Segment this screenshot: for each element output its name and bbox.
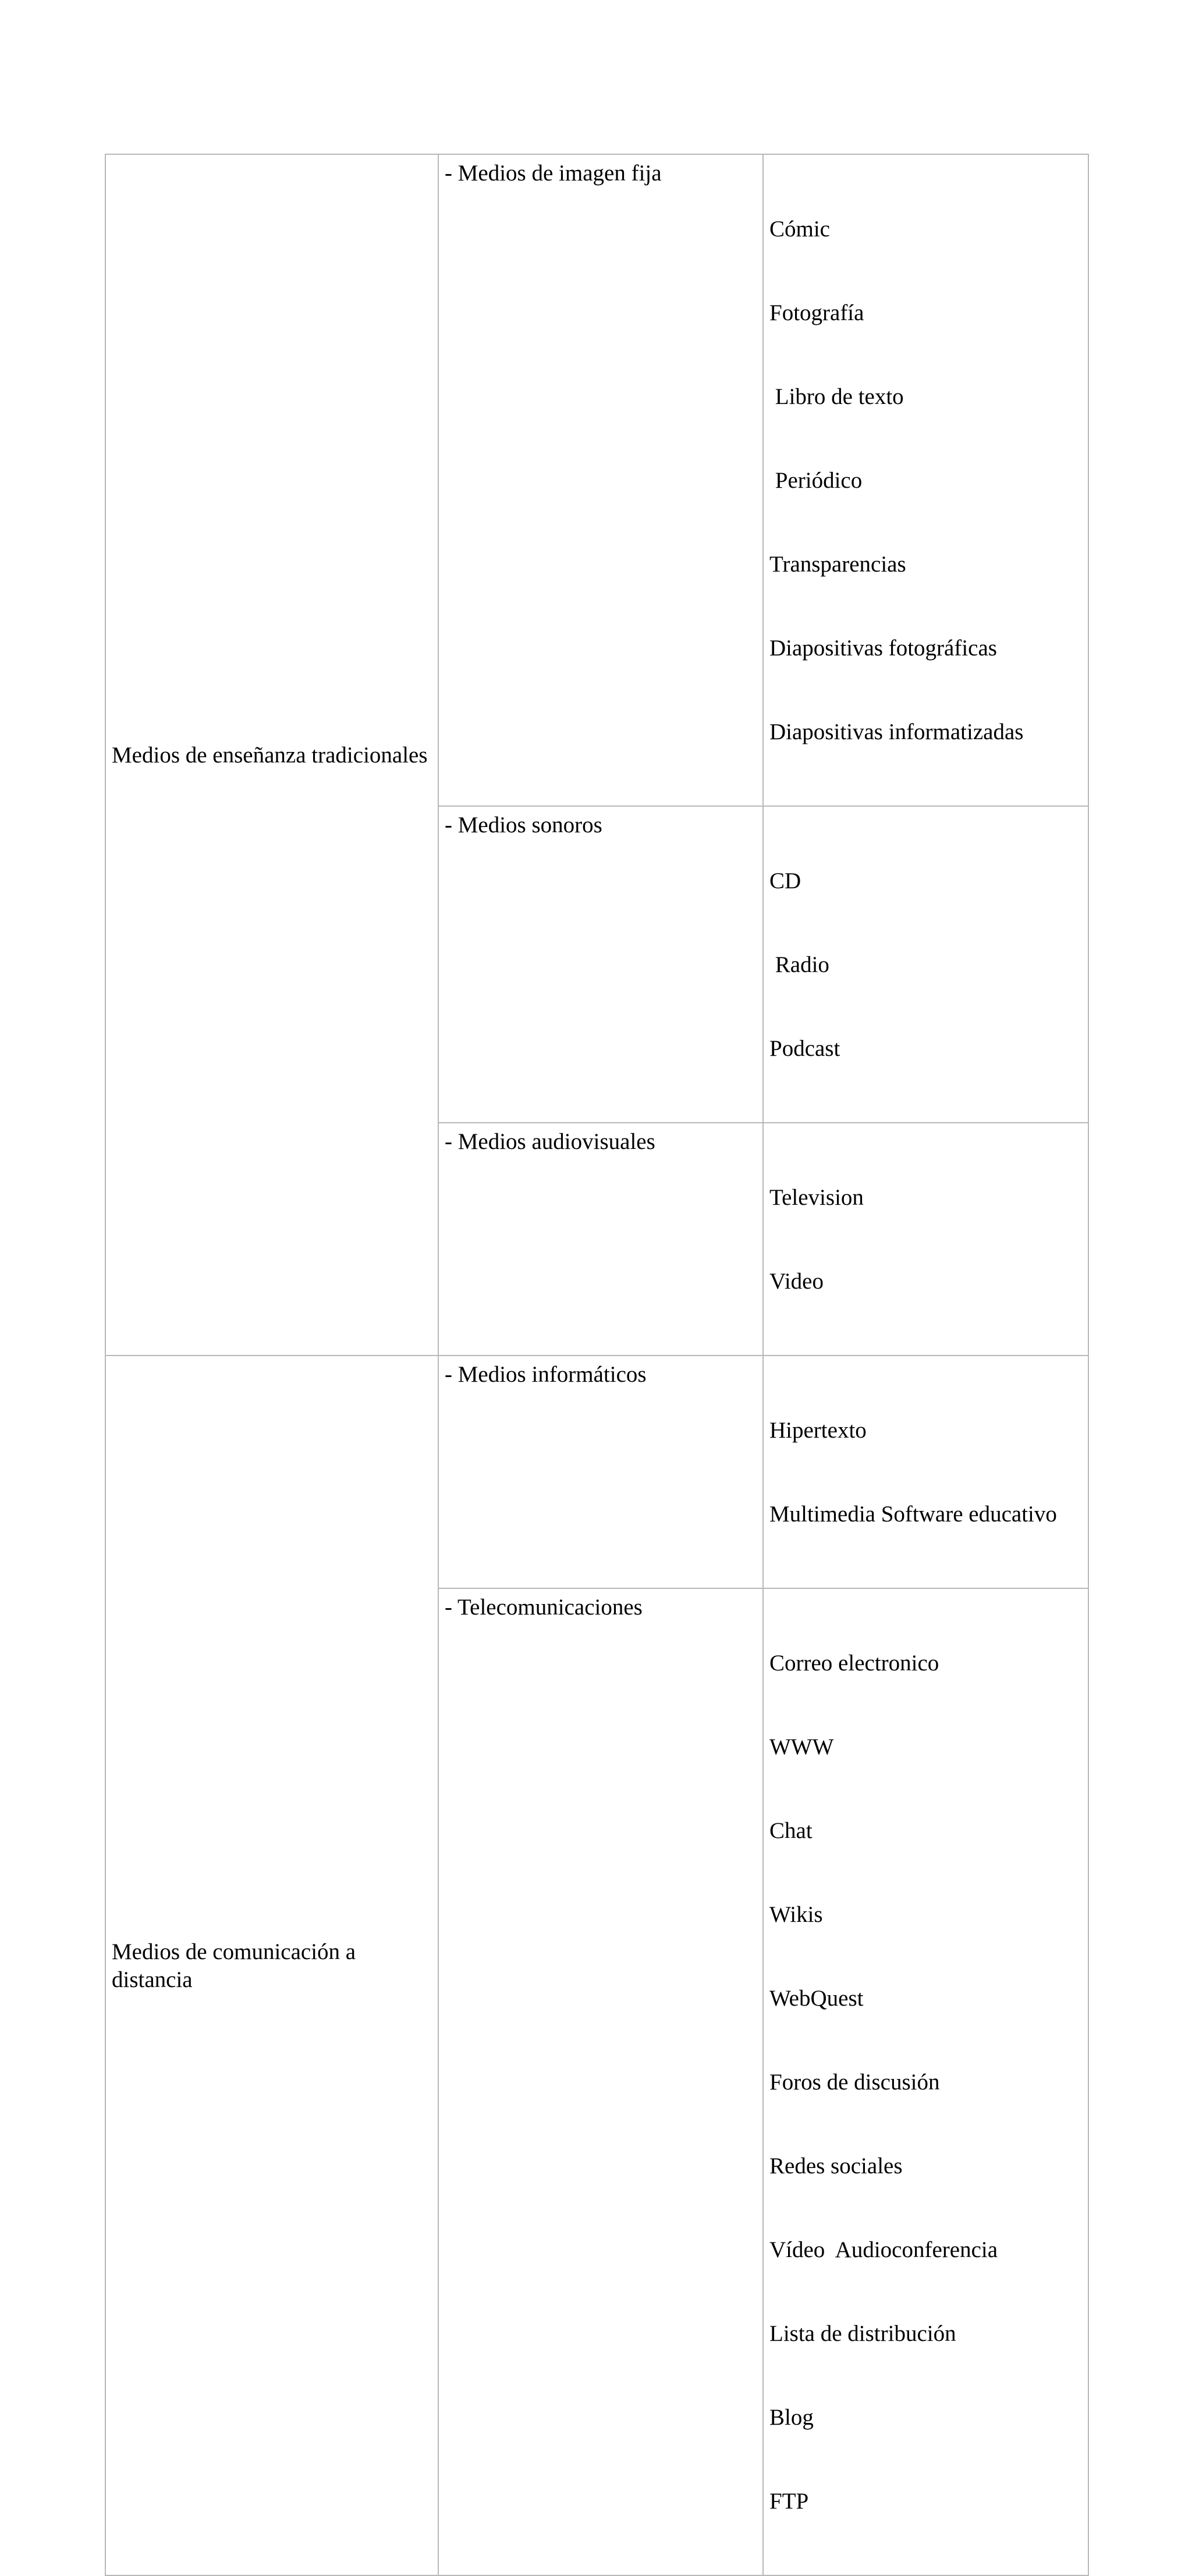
list-item: Vídeo Audioconferencia: [769, 2237, 998, 2262]
category-cell: Medios de comunicación a distancia: [105, 1356, 438, 2575]
list-item: Foros de discusión: [769, 2070, 940, 2095]
table-row: [105, 1356, 1088, 1588]
medium-cell: - Medios audiovisuales: [438, 1123, 763, 1356]
items-cell: [763, 154, 1088, 806]
list-item: WebQuest: [769, 1986, 864, 2011]
medium-cell: - Medios sonoros: [438, 806, 763, 1123]
list-item: Periódico: [769, 468, 863, 493]
list-item: Cómic: [769, 217, 830, 242]
list-item: Television: [769, 1185, 864, 1210]
list-item: Radio: [769, 952, 829, 977]
medium-cell: - Medios de imagen fija: [438, 154, 763, 806]
list-item: Diapositivas fotográficas: [769, 636, 997, 661]
list-item: Multimedia Software educativo: [769, 1502, 1057, 1527]
list-item: Podcast: [769, 1036, 840, 1061]
list-item: FTP: [769, 2489, 809, 2514]
items-cell: [763, 1356, 1088, 1588]
list-item: Fotografía: [769, 300, 864, 325]
list-item: Chat: [769, 1818, 813, 1843]
list-item: Transparencias: [769, 552, 906, 577]
list-item: Lista de distribución: [769, 2321, 956, 2346]
list-item: Hipertexto: [769, 1418, 867, 1443]
list-item: Libro de texto: [769, 384, 904, 409]
list-item: Redes sociales: [769, 2153, 903, 2178]
category-cell: Medios de enseñanza tradicionales: [105, 154, 438, 1356]
table-row: [105, 154, 1088, 806]
media-classification-table: [105, 154, 1089, 2576]
list-item: CD: [769, 868, 801, 893]
list-item: WWW: [769, 1734, 834, 1759]
list-item: Correo electronico: [769, 1651, 939, 1676]
items-cell: [763, 1123, 1088, 1356]
list-item: Diapositivas informatizadas: [769, 719, 1024, 744]
medium-cell: - Medios informáticos: [438, 1356, 763, 1588]
items-cell: [763, 1588, 1088, 2575]
list-item: Blog: [769, 2405, 814, 2430]
list-item: Wikis: [769, 1902, 823, 1927]
items-cell: [763, 806, 1088, 1123]
list-item: Video: [769, 1269, 824, 1294]
medium-cell: - Telecomunicaciones: [438, 1588, 763, 2575]
